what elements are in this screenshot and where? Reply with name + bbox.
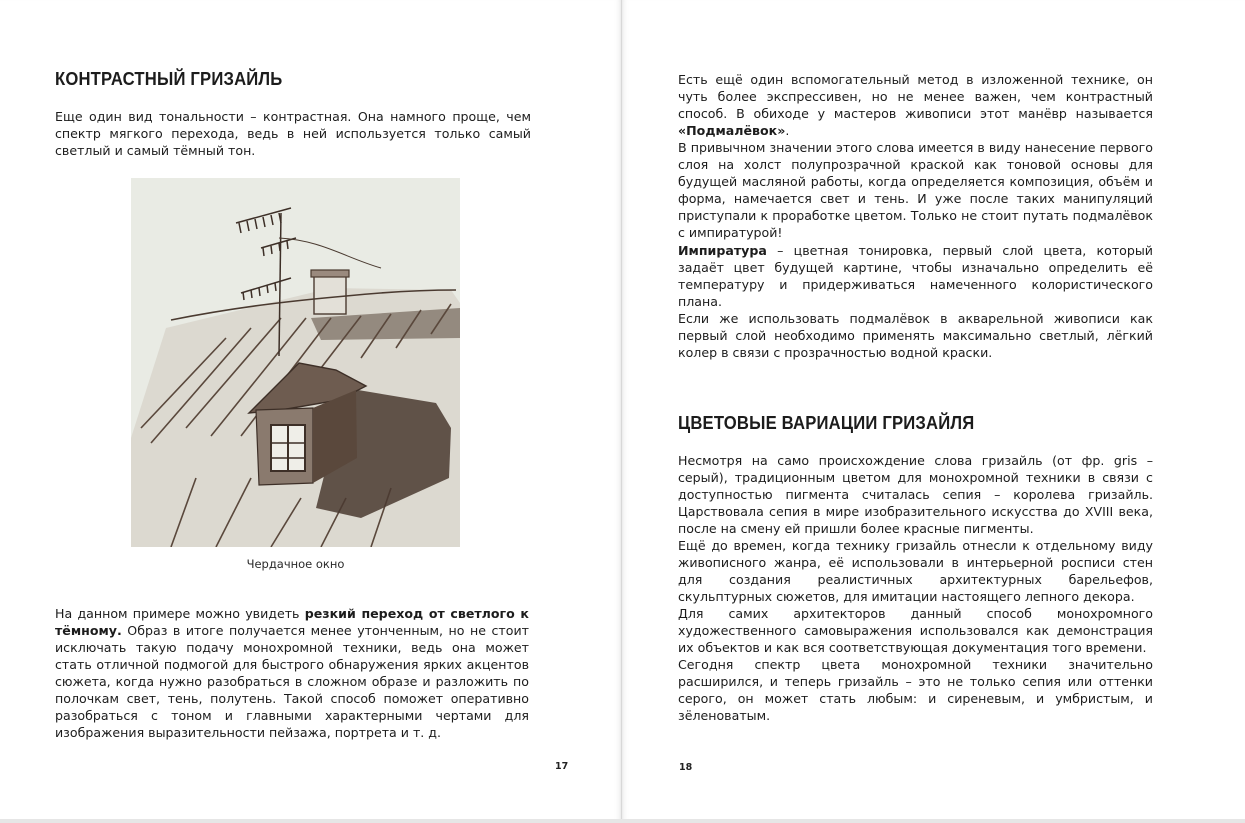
impiratura-definition: – цветная тонировка, первый слой цвета, который задаёт цвет будущей картине, чтобы изначально определить её температуру и придерживаться намеченного колористического плана.: [678, 243, 1153, 309]
color-paragraph-3: Для самих архитекторов данный способ монохромного художественного самовыражения использовался как демонстрация их объектов и как вся соответствующая документация того времени.: [678, 606, 1153, 655]
left-body-bold: резкий переход от светлого к тёмному.: [55, 606, 529, 638]
page-bottom-edge: [0, 819, 1245, 823]
podmalevok-term: «Подмалёвок»: [678, 123, 786, 138]
figure-caption: Чердачное окно: [246, 557, 345, 571]
watercolor-paragraph: Если же использовать подмалёвок в акварельной живописи как первый слой необходимо применять максимально светлый, лёгкий колер в связи с прозрачностью водной краски.: [678, 311, 1153, 360]
color-paragraph-4: Сегодня спектр цвета монохромной техники значительно расширился, и теперь гризайль – это не только сепия или оттенки серого, он может стать любым: и сиреневым, и умбристым, и зёленоватым.: [678, 657, 1153, 723]
left-page: [0, 0, 622, 823]
illustration-svg: [131, 178, 460, 547]
impiratura-paragraph: [678, 242, 1153, 310]
impiratura-section: [678, 242, 1153, 361]
podmalevok-definition: В привычном значении этого слова имеется в виду нанесение первого слоя на холст полупрозрачной краской как тоновой основы для будущей масляной работы, когда определяется композиция, объём и форма, намечается свет и тень. И уже после таких манипуляций приступали к проработке цветом. Только не стоит путать подмалёвок с импиратурой!: [678, 140, 1153, 240]
left-page-heading: КОНТРАСТНЫЙ ГРИЗАЙЛЬ: [55, 68, 283, 89]
dormer-window-illustration: [131, 178, 460, 547]
podmalevok-section: [678, 71, 1153, 241]
left-intro-paragraph: Еще один вид тональности – контрастная. Она намного проще, чем спектр мягкого перехода, ведь в ней используется только самый светлый и самый тёмный тон.: [55, 109, 531, 158]
podmalevok-lead: Есть ещё один вспомогательный метод в изложенной технике, он чуть более экспрессивен, но не менее важен, чем контрастный способ. В обиходе у мастеров живописи этот манёвр называется: [678, 72, 1153, 121]
podmalevok-paragraph: [678, 71, 1153, 139]
podmalevok-end: .: [785, 123, 790, 138]
color-variations-body: [678, 452, 1153, 724]
impiratura-term: Импиратура: [678, 243, 767, 258]
left-body-paragraph: [55, 605, 529, 741]
color-paragraph-1: Несмотря на само происхождение слова гризайль (от фр. gris – серый), традиционным цветом для монохромной техники в связи с доступностью пигмента считалась сепия – королева гризайль. Царствовала сепия в мире изобразительного искусства до XVIII века, после на смену ей пришли более красные пигменты.: [678, 453, 1153, 536]
left-body-lead: На данном примере можно увидеть: [55, 606, 305, 621]
color-paragraph-2: Ещё до времен, когда технику гризайль отнесли к отдельному виду живописного жанра, её использовали в интерьерной росписи стен для создания реалистичных архитектурных барельефов, скульптурных сюжетов, для имитации настоящего лепного декора.: [678, 538, 1153, 604]
left-body-rest: Образ в итоге получается менее утонченным, но не стоит исключать такую подачу монохромной техники, ведь она может стать отличной подмогой для быстрого обнаружения ярких акцентов сюжета, когда нужно разобраться в сложном образе и разложить по полочкам свет, тень, полутень. Такой способ поможет оперативно разобраться с тоном и главными характерными чертами для изображения выразительности пейзажа, портрета и т. д.: [55, 623, 529, 740]
right-page-heading: ЦВЕТОВЫЕ ВАРИАЦИИ ГРИЗАЙЛЯ: [678, 412, 975, 433]
page-number-left: 17: [555, 761, 569, 772]
page-number-right: 18: [679, 762, 693, 773]
